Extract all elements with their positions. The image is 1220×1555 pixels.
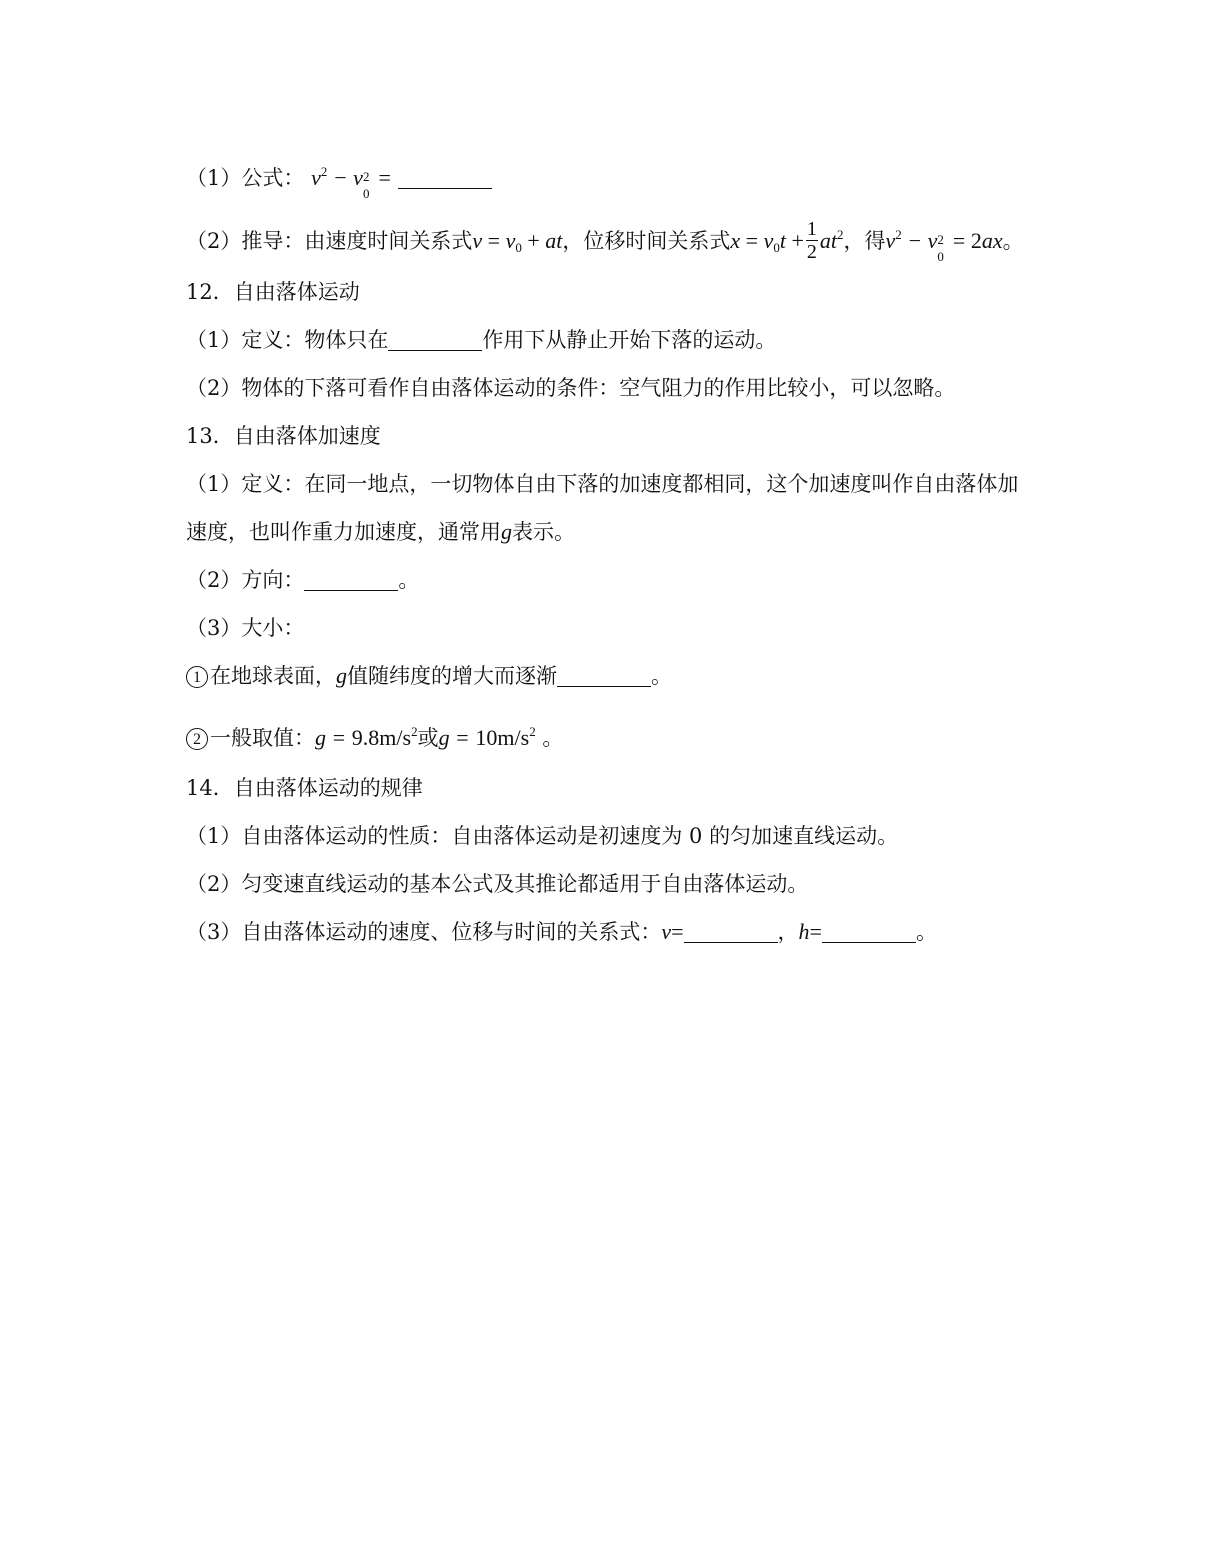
answer-blank[interactable] bbox=[388, 328, 482, 351]
label: （1）公式： bbox=[186, 166, 305, 190]
label: （2）推导：由速度时间关系式 bbox=[186, 229, 473, 253]
answer-blank[interactable] bbox=[304, 568, 398, 591]
answer-blank[interactable] bbox=[557, 664, 651, 687]
circled-number: 1 bbox=[186, 666, 208, 688]
magnitude-line: （3）大小： bbox=[186, 616, 305, 640]
circled-number: 2 bbox=[186, 728, 208, 750]
displacement-equation: $x = v_0t$ + bbox=[730, 228, 804, 255]
section-title-12: 12．自由落体运动 bbox=[186, 280, 360, 304]
formula-line bbox=[186, 158, 492, 201]
value-line: 2 一般取值：$g = 9.8m/s^2$或$g = 10m/s^2$ 。 bbox=[186, 718, 563, 746]
relation-line: （3）自由落体运动的速度、位移与时间的关系式：v= ，h= 。 bbox=[186, 919, 937, 944]
result-equation: $v^2 - v$ 2 0 = 2ax bbox=[885, 227, 1003, 264]
latitude-line: 1 在地球表面，g值随纬度的增大而逐渐 。 bbox=[186, 662, 672, 690]
direction-line: （2）方向： 。 bbox=[186, 568, 420, 592]
label: ，得 bbox=[843, 229, 886, 253]
derivation-line: （2）推导：由速度时间关系式$v = v_0$ + at，位移时间关系式$x = v_0t$ + $\frac{1}{2}$ $at^2$，得$v^2 - v$ 2 0 = 2ax。 bbox=[186, 218, 1024, 264]
definition-line: （1）定义：物体只在 作用下从静止开始下落的运动。 bbox=[186, 328, 777, 352]
fraction: $\frac{1}{2}$ bbox=[806, 218, 817, 263]
label: ，位移时间关系式 bbox=[562, 229, 731, 253]
answer-blank[interactable] bbox=[684, 920, 778, 943]
condition-line: （2）物体的下落可看作自由落体运动的条件：空气阻力的作用比较小，可以忽略。 bbox=[186, 376, 956, 400]
property-line: （1）自由落体运动的性质：自由落体运动是初速度为 0 的匀加速直线运动。 bbox=[186, 824, 899, 848]
section-title-14: 14．自由落体运动的规律 bbox=[186, 776, 423, 800]
velocity-equation: $v = v_0$ + at bbox=[472, 228, 563, 255]
section-title-13: 13．自由落体加速度 bbox=[186, 424, 381, 448]
answer-blank[interactable] bbox=[822, 920, 916, 943]
formula-applicability-line: （2）匀变速直线运动的基本公式及其推论都适用于自由落体运动。 bbox=[186, 872, 809, 896]
definition-line-a: （1）定义：在同一地点，一切物体自由下落的加速度都相同，这个加速度叫作自由落体加 bbox=[186, 472, 1019, 496]
answer-blank[interactable] bbox=[398, 166, 492, 189]
equation: $v^2 - v$ 2 0 = bbox=[311, 164, 391, 201]
definition-line-b: 速度，也叫作重力加速度，通常用g表示。 bbox=[186, 519, 575, 544]
